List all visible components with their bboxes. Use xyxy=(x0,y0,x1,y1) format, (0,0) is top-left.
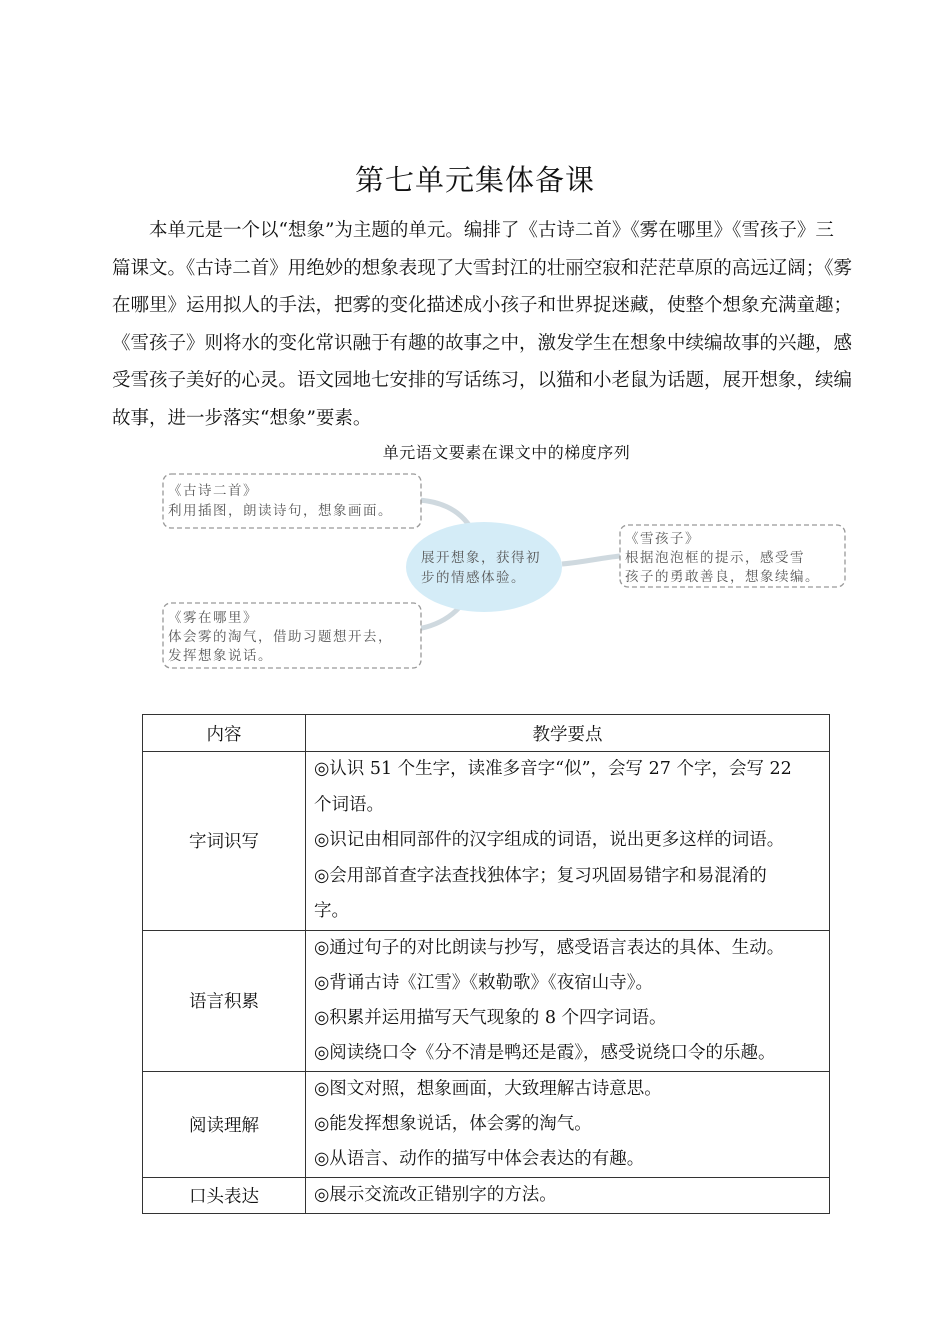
list-item: ◎从语言、动作的描写中体会表达的有趣。 xyxy=(314,1148,645,1169)
list-item: ◎通过句子的对比朗读与抄写，感受语言表达的具体、生动。 xyxy=(314,937,785,958)
box-wu-line-3: 发挥想象说话。 xyxy=(168,648,273,664)
center-node xyxy=(406,522,562,612)
list-item: ◎会用部首查字法查找独体字；复习巩固易错字和易混淆的 xyxy=(314,865,767,886)
intro-line: 受雪孩子美好的心灵。语文园地七安排的写话练习，以猫和小老鼠为话题，展开想象，续编 xyxy=(112,370,853,391)
row-category: 字词识写 xyxy=(143,752,306,931)
list-item: ◎能发挥想象说话，体会雾的淘气。 xyxy=(314,1113,592,1134)
box-xue-line-3: 孩子的勇敢善良，想象续编。 xyxy=(625,569,820,585)
mind-map xyxy=(0,462,950,682)
row-items xyxy=(306,930,830,1071)
header-teaching-points: 教学要点 xyxy=(306,715,830,752)
list-item: 个词语。 xyxy=(314,794,384,815)
box-wu-line-1: 《雾在哪里》 xyxy=(168,610,258,626)
branch-xue xyxy=(562,556,620,564)
center-line-2: 步的情感体验。 xyxy=(421,570,526,586)
row-items xyxy=(306,752,830,931)
list-item: ◎展示交流改正错别字的方法。 xyxy=(314,1184,557,1205)
table-row xyxy=(143,752,830,931)
intro-paragraph xyxy=(112,212,862,437)
box-gushi-line-1: 《古诗二首》 xyxy=(168,483,258,499)
figure-caption: 单元语文要素在课文中的梯度序列 xyxy=(382,443,631,462)
intro-line: 故事，进一步落实“想象”要素。 xyxy=(112,407,372,429)
list-item: ◎阅读绕口令《分不清是鸭还是霞》，感受说绕口令的乐趣。 xyxy=(314,1042,776,1063)
box-gushi-line-2: 利用插图，朗读诗句，想象画面。 xyxy=(168,503,393,519)
center-line-1: 展开想象，获得初 xyxy=(421,550,541,566)
teaching-points-table xyxy=(142,714,830,1214)
table-row xyxy=(143,1071,830,1177)
list-item: ◎认识 51 个生字，读准多音字“似”，会写 27 个字，会写 22 xyxy=(314,759,792,779)
list-item: 字。 xyxy=(314,901,349,921)
row-category: 阅读理解 xyxy=(143,1071,306,1177)
list-item: ◎积累并运用描写天气现象的 8 个四字词语。 xyxy=(314,1007,667,1028)
header-content: 内容 xyxy=(143,715,306,752)
table-row xyxy=(143,1177,830,1213)
intro-line: 在哪里》运用拟人的手法，把雾的变化描述成小孩子和世界捉迷藏，使整个想象充满童趣； xyxy=(112,295,853,316)
box-xue-line-1: 《雪孩子》 xyxy=(625,531,700,547)
row-category: 口头表达 xyxy=(143,1177,306,1213)
intro-line: 篇课文。《古诗二首》用绝妙的想象表现了大雪封江的壮丽空寂和茫茫草原的高远辽阔；《雾 xyxy=(112,257,853,279)
row-category: 语言积累 xyxy=(143,930,306,1071)
box-xue-line-2: 根据泡泡框的提示，感受雪 xyxy=(625,550,805,566)
list-item: ◎背诵古诗《江雪》《敕勒歌》《夜宿山寺》。 xyxy=(314,972,654,993)
table-row xyxy=(143,930,830,1071)
intro-line: 本单元是一个以“想象”为主题的单元。编排了《古诗二首》《雾在哪里》《雪孩子》三 xyxy=(149,220,834,241)
list-item: ◎图文对照，想象画面，大致理解古诗意思。 xyxy=(314,1078,662,1099)
row-items xyxy=(306,1177,830,1213)
intro-line: 《雪孩子》则将水的变化常识融于有趣的故事之中，激发学生在想象中续编故事的兴趣，感 xyxy=(112,332,853,354)
list-item: ◎识记由相同部件的汉字组成的词语，说出更多这样的词语。 xyxy=(314,830,785,850)
page-title: 第七单元集体备课 xyxy=(354,163,595,197)
box-wu-line-2: 体会雾的淘气，借助习题想开去， xyxy=(168,629,393,645)
row-items xyxy=(306,1071,830,1177)
table-header-row xyxy=(143,715,830,752)
